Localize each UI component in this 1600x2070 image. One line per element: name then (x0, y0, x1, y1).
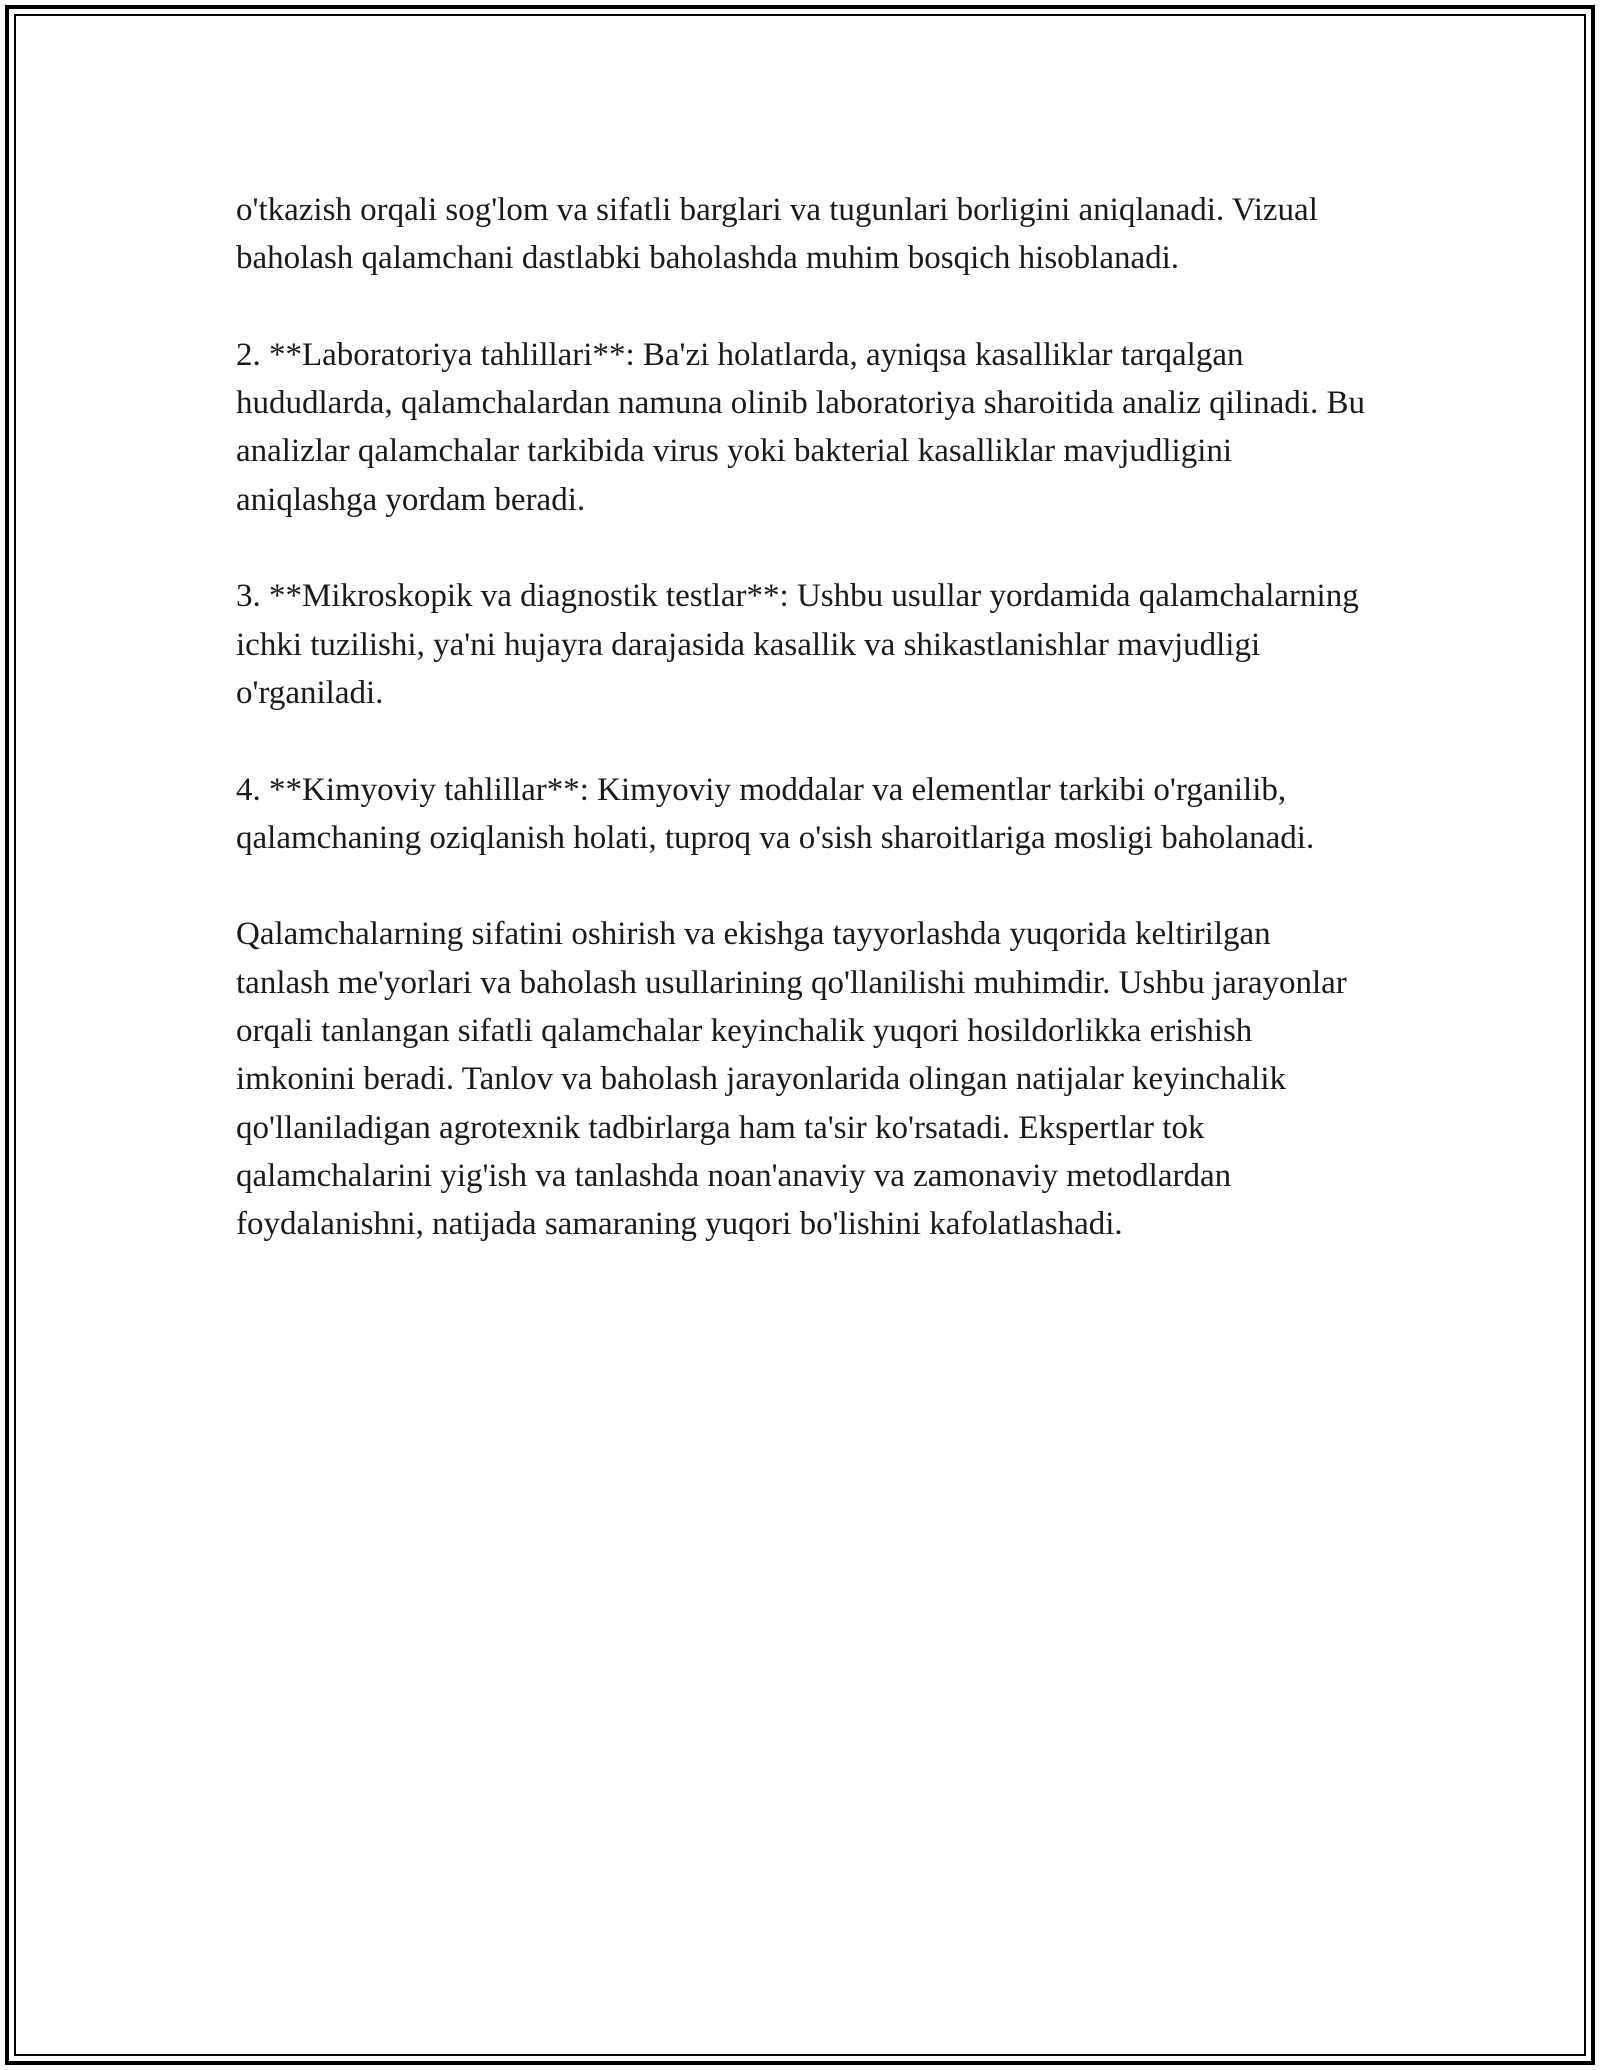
paragraph-microscopic-tests: 3. **Mikroskopik va diagnostik testlar**: Ushbu usullar yordamida qalamchalarning ichki tuzilishi, ya'ni hujayra darajasida kasallik va shikastlanishlar mavjudligi o'rganiladi. (236, 578, 1359, 711)
paragraph-conclusion: Qalamchalarning sifatini oshirish va ekishga tayyorlashda yuqorida keltirilgan tanlash me'yorlari va baholash usullarining qo'llanilishi muhimdir. Ushbu jarayonlar orqali tanlangan sifatli qalamchalar keyinchalik yuqori hosildorlikka erishish imkonini beradi. Tanlov va baholash jarayonlarida olingan natijalar keyinchalik qo'llaniladigan agrotexnik tadbirlarga ham ta'sir ko'rsatadi. Ekspertlar tok qalamchalarini yig'ish va tanlashda noan'anaviy va zamonaviy metodlardan foydalanishni, natijada samaraning yuqori bo'lishini kafolatlashadi. (236, 916, 1347, 1243)
paragraph-chemical-analysis: 4. **Kimyoviy tahlillar**: Kimyoviy moddalar va elementlar tarkibi o'rganilib, qalamchaning oziqlanish holati, tuproq va o'sish sharoitlariga mosligi baholanadi. (236, 771, 1315, 856)
paragraph-visual-assessment: o'tkazish orqali sog'lom va sifatli barglari va tugunlari borligini aniqlanadi. Vizual baholash qalamchani dastlabki baholashda muhim bosqich hisoblanadi. (236, 192, 1318, 277)
document-body (236, 186, 1366, 1249)
paragraph-laboratory-analysis: 2. **Laboratoriya tahlillari**: Ba'zi holatlarda, ayniqsa kasalliklar tarqalgan hududlarda, qalamchalardan namuna olinib laboratoriya sharoitida analiz qilinadi. Bu analizlar qalamchalar tarkibida virus yoki bakterial kasalliklar mavjudligini aniqlashga yordam beradi. (236, 336, 1365, 518)
